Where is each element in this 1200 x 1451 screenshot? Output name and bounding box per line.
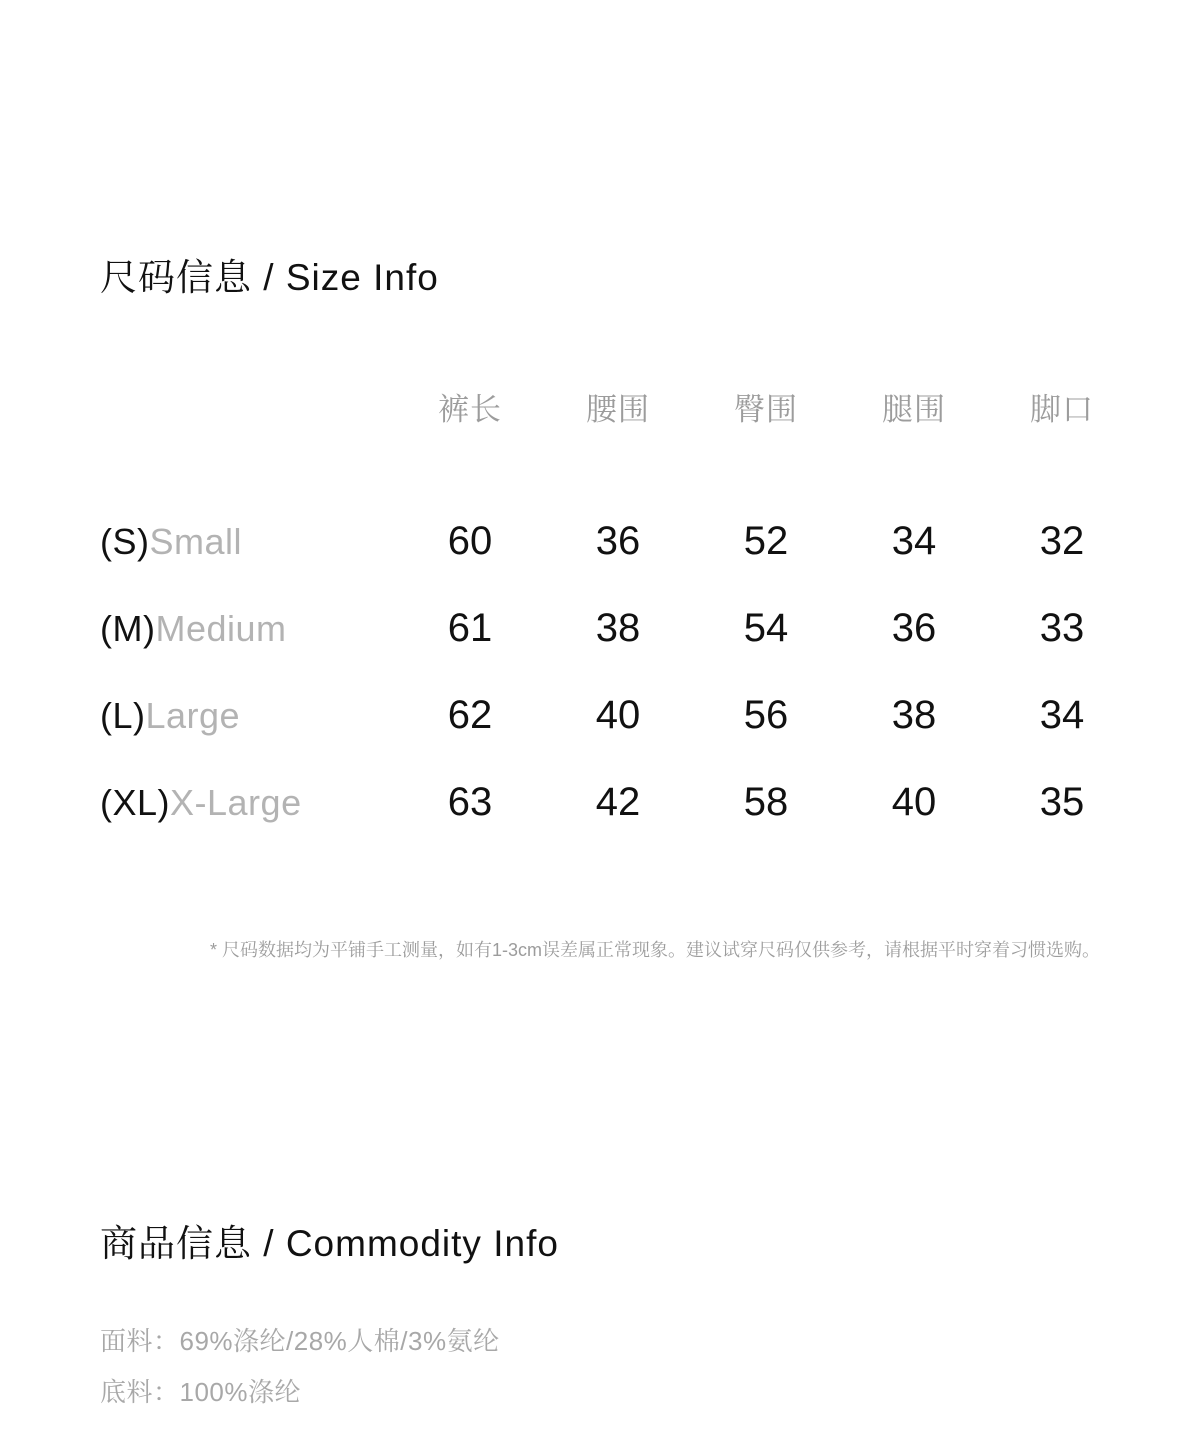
size-table-header-row: [100, 384, 1136, 428]
size-info-title: 尺码信息 / Size Info: [100, 257, 439, 298]
size-value: 35: [1039, 780, 1085, 824]
size-row-large: [100, 672, 1136, 759]
size-code: (L): [100, 694, 146, 736]
column-header-thigh: 腿围: [882, 392, 946, 427]
size-measurement-note: * 尺码数据均为平铺手工测量，如有1-3cm误差属正常现象。建议试穿尺码仅供参考，请根据平时穿着习惯选购。: [209, 940, 1100, 960]
commodity-info-title: 商品信息 / Commodity Info: [100, 1223, 559, 1264]
size-code: (S): [100, 520, 150, 562]
column-header-pants-length: 裤长: [438, 392, 502, 427]
column-header-waist: 腰围: [586, 392, 650, 427]
size-value: 63: [447, 780, 493, 824]
commodity-lines: [100, 1316, 500, 1418]
size-value: 34: [1039, 693, 1085, 737]
size-row-medium: [100, 585, 1136, 672]
size-row-x-large: [100, 759, 1136, 846]
size-value: 40: [891, 780, 937, 824]
size-row-small: [100, 498, 1136, 585]
row-label: [100, 695, 396, 737]
size-table: [100, 384, 1136, 846]
size-value: 34: [891, 519, 937, 563]
row-label: [100, 521, 396, 563]
size-name: X-Large: [170, 781, 302, 823]
size-value: 58: [743, 780, 789, 824]
fabric-line: 面料：69%涤纶/28%人棉/3%氨纶: [100, 1326, 500, 1356]
row-label: [100, 782, 396, 824]
size-value: 61: [447, 606, 493, 650]
column-header-hip: 臀围: [734, 392, 798, 427]
size-code: (M): [100, 607, 156, 649]
column-header-leg-opening: 脚口: [1030, 392, 1094, 427]
size-value: 54: [743, 606, 789, 650]
size-code: (XL): [100, 781, 171, 823]
row-label: [100, 608, 396, 650]
lining-line: 底料：100%涤纶: [100, 1377, 301, 1407]
size-value: 38: [891, 693, 937, 737]
size-value: 36: [595, 519, 641, 563]
size-name: Medium: [155, 607, 287, 649]
size-value: 32: [1039, 519, 1085, 563]
size-value: 60: [447, 519, 493, 563]
size-value: 38: [595, 606, 641, 650]
size-value: 36: [891, 606, 937, 650]
size-value: 62: [447, 693, 493, 737]
size-name: Small: [149, 520, 243, 562]
size-value: 42: [595, 780, 641, 824]
size-value: 52: [743, 519, 789, 563]
size-table-body: [100, 498, 1136, 846]
size-value: 33: [1039, 606, 1085, 650]
size-name: Large: [145, 694, 241, 736]
size-value: 40: [595, 693, 641, 737]
size-value: 56: [743, 693, 789, 737]
